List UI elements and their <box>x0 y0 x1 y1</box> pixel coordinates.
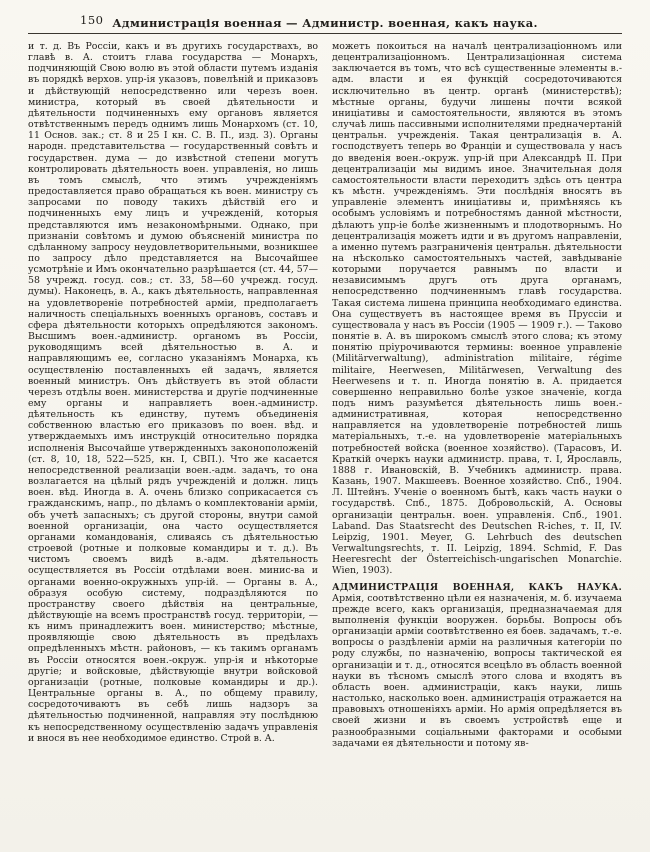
text-columns <box>28 41 622 749</box>
article-end-paragraph <box>332 41 622 577</box>
article-heading: АДМИНИСТРАЦІЯ ВОЕННАЯ, КАКЪ НАУКА. <box>332 581 622 593</box>
header-rule <box>28 33 622 34</box>
page-number: 150 <box>80 13 104 27</box>
right-column <box>332 41 622 749</box>
article-end-text: можетъ покоиться на началѣ централизаціонномъ или децентрализаціонномъ. Централизаціонная система заключается въ томъ, что всѣ существенные элементы в.-адм. власти и ея функцій сосредоточиваются исключительно въ центр. органѣ (министерствѣ); мѣстные органы, будучи лишены почти всякой иниціативы и самостоятельности, являются въ этомъ случаѣ лишь пассивными исполнителями предначертаній центральн. учрежденія. Такая централизація в. А. господствуетъ теперь во Франціи и существовала у насъ до введенія воен.-окруж. упр-ій при Александрѣ II. При децентрализаціи мы видимъ иное. Значительная доля самостоятельности власти переходитъ здѣсь отъ центра къ мѣстн. учрежденіямъ. Эти послѣднія вносятъ въ управленіе элементъ иниціативы и, примѣняясь къ особымъ условіямъ и потребностямъ данной мѣстности, дѣлаютъ упр-іе болѣе жизненнымъ и плодотворнымъ. Но децентрализація можетъ идти и въ другомъ направленіи, а именно путемъ разграниченія центральн. дѣятельности на нѣсколько самостоятельныхъ частей, завѣдываніе которыми поручается равнымъ по власти и независимымъ другъ отъ друга органамъ, непосредственно подчиненнымъ главѣ государства. Такая система лишена принципа необходимаго единства. Она существуетъ въ настоящее время въ Пруссіи и существовала у насъ въ Россіи (1905 — 1909 г.). — Таково понятіе в. А. въ широкомъ смыслѣ этого слова; къ этому понятію пріурочиваются термины: военное управленіе (Militärverwaltung), administration militaire, régime militaire, Heerwesen, Militärwesen, Verwaltung des Heerwesens и т. п. Иногда понятію в. А. придается совершенно неправильно болѣе узкое значеніе, когда подъ нимъ разумѣется дѣятельность лишь воен.-административная, которая непосредственно направляется на удовлетвореніе потребностей лишь матеріальныхъ, т.-е. на удовлетвореніе матеріальныхъ потребностей войска (военное хозяйство). <box>332 41 622 454</box>
second-article <box>332 582 622 749</box>
article-continuation-text: и т. д. Въ Россіи, какъ и въ другихъ государствахъ, во главѣ в. А. стоитъ глава государства — Монархъ, подчиняющій Свою волю въ этой области путемъ изданія въ порядкѣ верхов. упр-ія указовъ, повелѣній и приказовъ и дѣйствующій непосредственно или черезъ воен. министра, который въ своей дѣятельности и дѣятельности подчиненныхъ ему органовъ является отвѣтственнымъ передъ однимъ лишь Монархомъ (ст. 10, 11 Основ. зак.; ст. 8 и 25 I кн. С. В. П., изд. 3). Органы народн. представительства — государственный совѣтъ и государствен. дума — до извѣстной степени могутъ контролировать дѣятельность воен. управленія, но лишь въ томъ смыслѣ, что этимъ учрежденіямъ предоставляется право обращаться къ воен. министру съ запросами по поводу такихъ дѣйствій его и подчиненныхъ ему лицъ и учрежденій, которыя представляются имъ незакономѣрными. Однако, при признаніи совѣтомъ и думою объясненій министра по сдѣланному запросу неудовлетворительными, возникшее по запросу дѣло представляется на Высочайшее усмотрѣніе и Имъ окончательно разрѣшается (ст. 44, 57—58 учрежд. госуд. сов.; ст. 33, 58—60 учрежд. госуд. думы). Наконецъ, в. А., какъ дѣятельность, направленная на удовлетвореніе потребностей арміи, предполагаетъ наличность спеціальныхъ военныхъ органовъ, составъ и сфера дѣятельности которыхъ опредѣляются закономъ. Высшимъ воен.-администр. органомъ въ Россіи, руководящимъ всей дѣятельностью в. А. и направляющимъ ее, согласно указаніямъ Монарха, къ осуществленію поставленныхъ ей задачъ, является военный министръ. Онъ дѣйствуетъ въ этой области черезъ отдѣлы воен. министерства и другіе подчиненные ему органы и направляетъ воен.-администр. дѣятельность къ единству, путемъ объединенія собственною властью его приказовъ по воен. вѣд. и утверждаемыхъ имъ инструкцій относительно порядка исполненія Высочайше утвержденныхъ законоположеній (ст. 8, 10, 18, 522—525, кн. I, СВП.). Что же касается непосредственной реализаціи воен.-адм. задачъ, то она возлагается на цѣлый рядъ учрежденій и должн. лицъ воен. вѣд. Иногда в. А. очень близко соприкасается съ гражданскимъ, напр., по дѣламъ о комплектованіи арміи, объ учетѣ запасныхъ; съ другой стороны, внутри самой военной организаціи, она часто осуществляется органами командованія, сливаясь съ дѣятельностью строевой (ротные и полковые командиры и т. д.). Въ чистомъ своемъ видѣ в.-адм. дѣятельность осуществляется въ Россіи отдѣлами воен. минис-ва и органами военно-окружныхъ упр-ій. — Органы в. А., образуя особую систему, подраздѣляются по пространству своего дѣйствія на центральные, дѣйствующіе на всемъ пространствѣ госуд. территоріи, — къ нимъ принадлежитъ воен. министерство; мѣстные, проявляющіе свою дѣятельность въ предѣлахъ опредѣленныхъ мѣстн. районовъ, — къ такимъ органамъ въ Россіи относятся воен.-окруж. упр-ія и нѣкоторые другіе; и войсковые, дѣйствующіе внутри войсковой организаціи (ротные, полковые командиры и др.). Центральные органы в. А., по общему правилу, сосредоточиваютъ въ себѣ лишь надзоръ за дѣятельностью подчиненной, направляя эту послѣднюю къ непосредственному осуществленію задачъ управленія и внося въ нее необходимое единство. Строй в. А. <box>28 41 318 744</box>
bibliography: (Тарасовъ, И. Краткій очеркъ науки администр. права, т. I, Ярославль, 1888 г. Ивановскій, В. Учебникъ администр. права. Казань, 1907. Макшеевъ. Военное хозяйство. Спб., 1904. Л. Штейнъ. Ученіе о военномъ бытѣ, какъ часть науки о государствѣ. Спб., 1875. Добровольскій, А. Основы организаціи центральн. воен. управленія. Спб., 1901. Laband. Das Staatsrecht des Deutschen R-iches, т. II, IV. Leipzig, 1901. Meyer, G. Lehrbuch des deutschen Verwaltungsrechts, т. II. Leipzig, 1894. Schmid, F. Das Heeresrecht der Österreichisch-ungarischen Monarchie. Wien, 1903). <box>332 442 622 577</box>
second-article-text: Армія, соотвѣтственно цѣли ея назначенія, м. б. изучаема прежде всего, какъ организація, предназначаемая для выполненія функціи вооружен. борьбы. Вопросы объ организаціи арміи соотвѣтственно ея боев. задачамъ, т.-е. вопросы о раздѣленіи арміи на различныя категоріи по роду службы, по назначенію, вопросы тактической ея организаціи и т. д., относятся всецѣло въ область военной науки въ тѣсномъ смыслѣ этого слова и входятъ въ область воен. администраціи, какъ науки, лишь настолько, насколько воен. администрація отражается на правовыхъ отношеніяхъ арміи. Но армія опредѣляется въ своей жизни и въ своемъ устройствѣ еще и разнообразными соціальными факторами и особыми задачами ея дѣятельности и потому яв- <box>332 592 622 749</box>
left-column <box>28 41 318 749</box>
page-header <box>28 12 622 30</box>
running-head: Администрація военная — Администр. военная, какъ наука. <box>112 16 538 30</box>
